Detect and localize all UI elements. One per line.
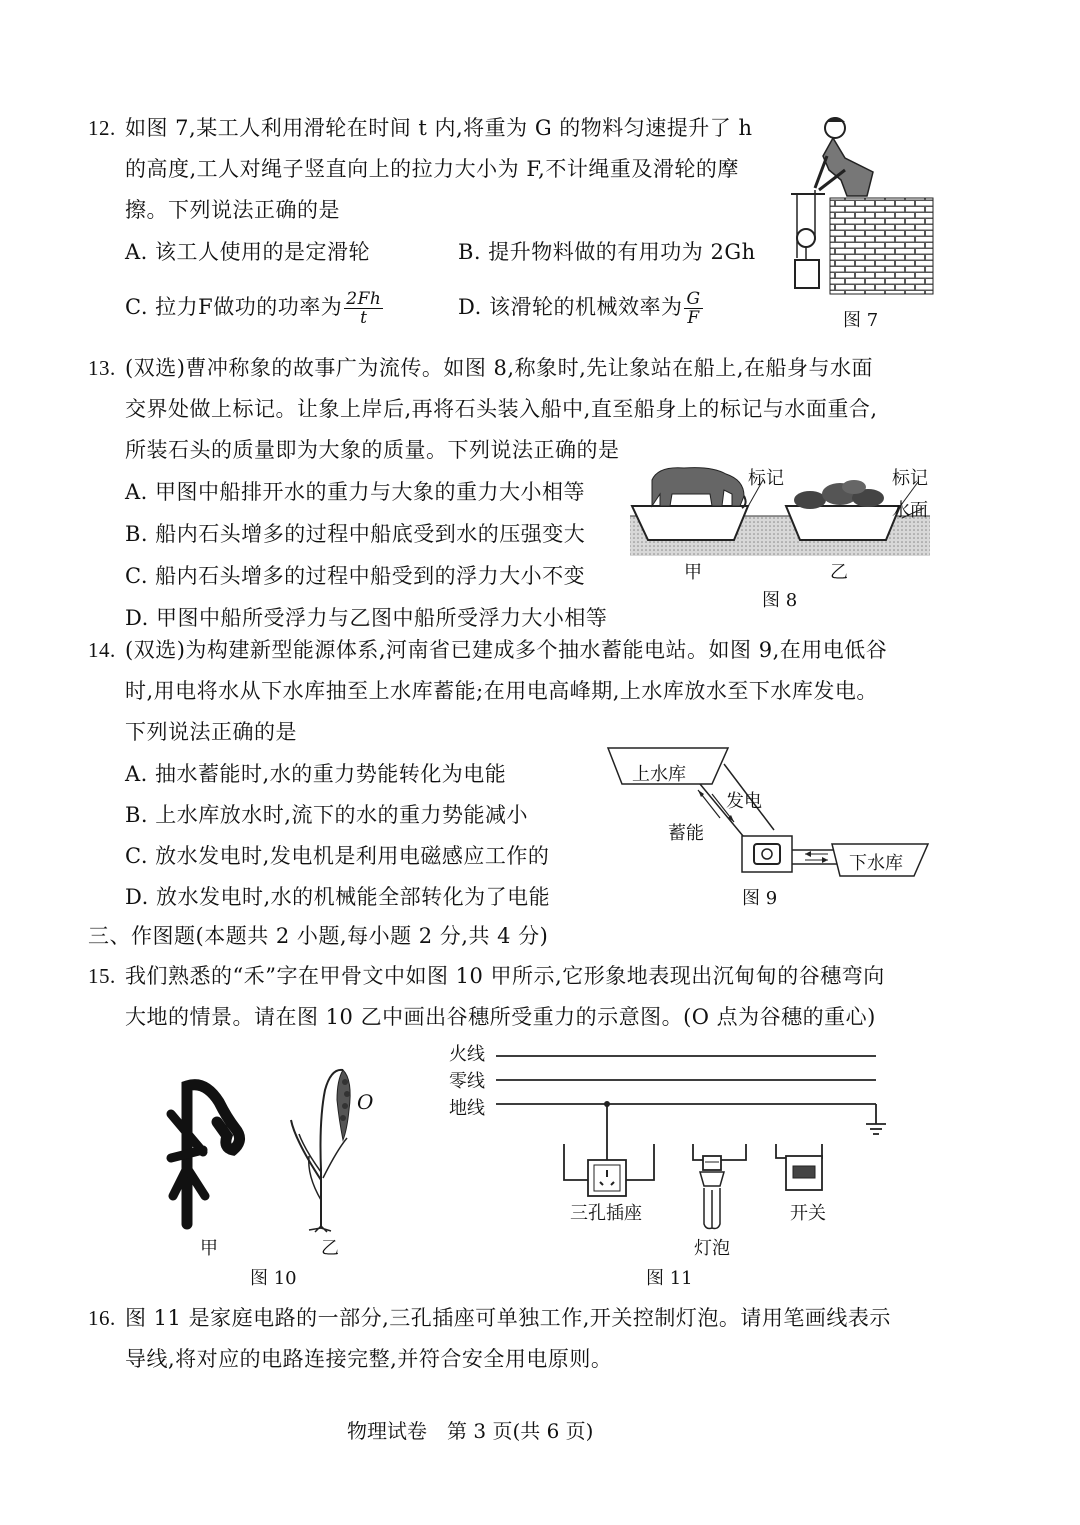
figure-10-oracle-bone-character xyxy=(165,1078,255,1228)
q12-stem-line2: 的高度,工人对绳子竖直向上的拉力大小为 F,不计绳重及滑轮的摩 xyxy=(125,157,739,181)
figure-11-bulb-label: 灯泡 xyxy=(694,1238,730,1259)
q12-option-d-fraction xyxy=(684,290,702,327)
q13-number: 13. xyxy=(88,356,116,380)
figure-8-jia-label: 甲 xyxy=(684,562,702,583)
q15-stem-line2: 大地的情景。请在图 10 乙中画出谷穗所受重力的示意图。(O 点为谷穗的重心) xyxy=(125,1005,876,1029)
q12-option-d-denominator: F xyxy=(687,308,700,328)
figure-9-lower-reservoir-label: 下水库 xyxy=(849,853,903,874)
figure-7-pulley-illustration xyxy=(785,110,935,300)
section-3-heading: 三、作图题(本题共 2 小题,每小题 2 分,共 4 分) xyxy=(88,924,549,948)
q16-stem-line2: 导线,将对应的电路连接完整,并符合安全用电原则。 xyxy=(125,1347,613,1371)
figure-7-caption: 图 7 xyxy=(843,310,879,331)
q12-stem-line3: 擦。下列说法正确的是 xyxy=(125,198,340,222)
q13-stem-line2: 交界处做上标记。让象上岸后,再将石头装入船中,直至船身上的标记与水面重合, xyxy=(125,397,878,421)
figure-8-mark-label-1: 标记 xyxy=(748,468,784,489)
q14-option-b: B. 上水库放水时,流下的水的重力势能减小 xyxy=(125,803,528,827)
figure-9-generate-label: 发电 xyxy=(726,791,762,812)
figure-10-grain-plant xyxy=(285,1060,365,1232)
q14-option-a: A. 抽水蓄能时,水的重力势能转化为电能 xyxy=(125,762,507,786)
q12-option-b: B. 提升物料做的有用功为 2Gh xyxy=(458,240,756,264)
q12-option-c-text: C. 拉力F做功的功率为 xyxy=(125,295,343,319)
q12-option-d xyxy=(458,290,705,327)
figure-9-caption: 图 9 xyxy=(742,888,778,909)
figure-9-store-label: 蓄能 xyxy=(668,823,704,844)
q15-stem-line1: 我们熟悉的“禾”字在甲骨文中如图 10 甲所示,它形象地表现出沉甸甸的谷穗弯向 xyxy=(125,964,885,988)
q14-stem-line2: 时,用电将水从下水库抽至上水库蓄能;在用电高峰期,上水库放水至下水库发电。 xyxy=(125,679,878,703)
figure-8-water-label: 水面 xyxy=(892,500,928,521)
figure-10-yi-label: 乙 xyxy=(321,1238,339,1259)
figure-11-switch-label: 开关 xyxy=(790,1203,826,1224)
figure-10-point-o-label: O xyxy=(357,1090,374,1114)
q16-stem-line1: 图 11 是家庭电路的一部分,三孔插座可单独工作,开关控制灯泡。请用笔画线表示 xyxy=(125,1306,891,1330)
q12-option-d-text: D. 该滑轮的机械效率为 xyxy=(458,295,683,319)
figure-11-ground-wire-label: 地线 xyxy=(449,1098,485,1119)
figure-11-caption: 图 11 xyxy=(646,1268,693,1289)
q13-option-b: B. 船内石头增多的过程中船底受到水的压强变大 xyxy=(125,522,586,546)
q12-option-c-denominator: t xyxy=(360,308,368,328)
q12-option-c-fraction xyxy=(344,290,383,327)
figure-8-caption: 图 8 xyxy=(762,590,798,611)
figure-10-jia-label: 甲 xyxy=(200,1238,218,1259)
figure-8-mark-label-2: 标记 xyxy=(892,468,928,489)
q13-option-c: C. 船内石头增多的过程中船受到的浮力大小不变 xyxy=(125,564,586,588)
q12-option-c-numerator: 2Fh xyxy=(346,289,382,309)
figure-11-circuit-diagram xyxy=(490,1040,900,1240)
figure-11-socket-label: 三孔插座 xyxy=(570,1203,642,1224)
q16-number: 16. xyxy=(88,1306,116,1330)
q13-option-a: A. 甲图中船排开水的重力与大象的重力大小相等 xyxy=(125,480,586,504)
figure-10-caption: 图 10 xyxy=(250,1268,297,1289)
figure-11-live-wire-label: 火线 xyxy=(449,1044,485,1065)
figure-8-yi-label: 乙 xyxy=(830,562,848,583)
figure-11-neutral-wire-label: 零线 xyxy=(449,1071,485,1092)
q12-number: 12. xyxy=(88,116,116,140)
figure-9-upper-reservoir-label: 上水库 xyxy=(632,764,686,785)
q12-option-a: A. 该工人使用的是定滑轮 xyxy=(125,240,371,264)
q13-option-d: D. 甲图中船所受浮力与乙图中船所受浮力大小相等 xyxy=(125,606,608,630)
q14-number: 14. xyxy=(88,638,116,662)
q14-stem-line3: 下列说法正确的是 xyxy=(125,720,297,744)
q12-option-d-numerator: G xyxy=(686,289,701,309)
q15-number: 15. xyxy=(88,964,116,988)
q14-option-d: D. 放水发电时,水的机械能全部转化为了电能 xyxy=(125,885,551,909)
q12-option-c xyxy=(125,290,385,327)
q14-option-c: C. 放水发电时,发电机是利用电磁感应工作的 xyxy=(125,844,550,868)
q13-stem-line3: 所装石头的质量即为大象的质量。下列说法正确的是 xyxy=(125,438,620,462)
q14-stem-line1: (双选)为构建新型能源体系,河南省已建成多个抽水蓄能电站。如图 9,在用电低谷 xyxy=(125,638,888,662)
q13-stem-line1: (双选)曹冲称象的故事广为流传。如图 8,称象时,先让象站在船上,在船身与水面 xyxy=(125,356,873,380)
q12-stem-line1: 如图 7,某工人利用滑轮在时间 t 内,将重为 G 的物料匀速提升了 h xyxy=(125,116,753,140)
page-footer: 物理试卷 第 3 页(共 6 页) xyxy=(347,1419,594,1443)
